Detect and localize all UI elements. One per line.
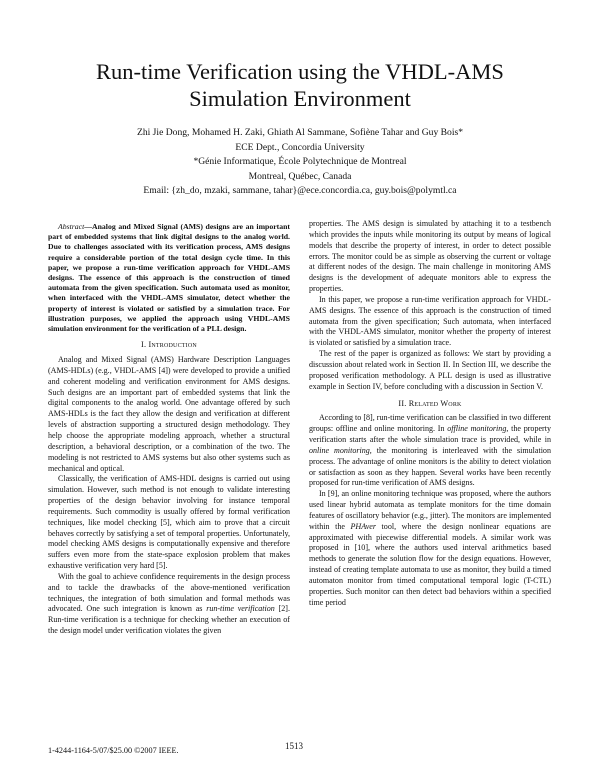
- left-column: [48, 222, 290, 637]
- author-block: [40, 126, 560, 199]
- abstract: [48, 222, 290, 334]
- intro-p3-text-b: [2]. Run-time verification is a technique for checking whether an execution of the design model under verification violates the given: [48, 604, 291, 636]
- section-heading-related-work: II. Related Work: [398, 398, 462, 408]
- intro-p3-emphasis: run-time verification: [206, 604, 275, 614]
- affiliation-1: ECE Dept., Concordia University: [235, 141, 365, 153]
- related-paragraph-2: [309, 489, 551, 608]
- abstract-text: Analog and Mixed Signal (AMS) designs are an important part of embedded systems that link digital designs to the analog world. Due to challenges associated with its verification process, AMS designs require a considerable portion of the total design cycle time. In this paper, we propose a run-time verification approach for VHDL-AMS designs. The essence of this approach is the construction of timed automata from the given specification. Such automata used as monitor, when interfaced with the VHDL-AMS simulator, detect whether the property of interest is violated or satisfied by a simulation trace. For illustration purposes, we applied the approach using VHDL-AMS simulation environment for the verification of a PLL design.: [48, 222, 290, 334]
- affiliation-2: *Génie Informatique, École Polytechnique de Montreal: [193, 156, 407, 168]
- title-line-2: Simulation Environment: [189, 86, 411, 111]
- rel-p1-emphasis-offline: offline monitoring: [447, 424, 507, 434]
- author-emails: Email: {zh_do, mzaki, sammane, tahar}@ece.concordia.ca, guy.bois@polymtl.ca: [143, 185, 457, 197]
- abstract-lead: Abstract: [58, 222, 85, 231]
- abstract-dash: —: [84, 222, 93, 231]
- rel-p1-text-c: , the monitoring is interleaved with the simulation process. The advantage of online monitors is the ability to detect violation or satisfaction as soon as they happen. Several works have been recently proposed for run-time verification of AMS designs.: [309, 445, 551, 488]
- affiliation-3: Montreal, Québec, Canada: [248, 170, 352, 182]
- intro-paragraph-6: The rest of the paper is organized as follows: We start by providing a discussion about related work in Section II. In Section III, we describe the proposed verification methodology. A PLL design is used as illustrative example in Section IV, before concluding with a discussion in Section V.: [309, 349, 551, 391]
- section-heading-introduction: I. Introduction: [141, 340, 197, 350]
- intro-paragraph-1: Analog and Mixed Signal (AMS) Hardware Description Languages (AMS-HDLs) (e.g., VHDL-AMS [4]) were developed to provide a unified and coherent modeling and verification environment for AMS designs. Such designs are an important part of embedded systems that link the digital components to the analog world. One advantage offered by such AMS-HDLs is the fact they allow the design and verification at different levels of abstraction supporting a structured design methodology. They help choose the appropriate modeling approach, whether a structural description, a behavioral description, or a combination of the two. The modeling is not restricted to AMS systems but also other systems such as mechanical and optical.: [48, 355, 290, 473]
- copyright-notice: 1-4244-1164-5/07/$25.00 ©2007 IEEE.: [48, 746, 179, 755]
- title-line-1: Run-time Verification using the VHDL-AMS: [96, 59, 504, 84]
- paper-title: [40, 58, 560, 112]
- rel-p1-text-b: , the property verification starts after the whole simulation trace is provided, while in: [309, 424, 551, 445]
- intro-paragraph-4: properties. The AMS design is simulated by attaching it to a testbench which provides the inputs while monitoring its output by means of logical models that describe the property of interest, in order to detect possible errors. The monitor could be as simple as observing the current or voltage at different nodes of the design. The main challenge in monitoring AMS designs is the development of adequate monitors able to express the properties.: [309, 219, 551, 294]
- rel-p1-emphasis-online: online monitoring: [309, 445, 370, 455]
- rel-p2-emphasis-tool: PHAver: [350, 521, 376, 531]
- related-paragraph-1: [309, 413, 551, 489]
- page-number: 1513: [285, 741, 303, 751]
- rel-p2-text-b: tool, where the design nonlinear equations are approximated with piecewise differential models. A similar work was proposed in [10], where the authors used interval arithmetics based methods to generate the solution flow for the design equations. However, instead of creating template automata to use as monitor, they build a timed automaton monitor from timed computational temporal logic (T-CTL) properties. Such monitor can then detect bad behaviors within a specified time period: [309, 521, 551, 607]
- intro-paragraph-3: [48, 572, 290, 637]
- intro-paragraph-5: In this paper, we propose a run-time verification approach for VHDL-AMS designs. The essence of this approach is the construction of timed automata from the given specification; Such automata, when interfaced with the VHDL-AMS simulator, monitor whether the property of interest is violated or satisfied by a simulation trace.: [309, 294, 551, 348]
- right-column: [309, 219, 551, 609]
- author-names: Zhi Jie Dong, Mohamed H. Zaki, Ghiath Al Sammane, Sofiène Tahar and Guy Bois*: [136, 127, 464, 138]
- intro-paragraph-2: Classically, the verification of AMS-HDL designs is carried out using simulation. However, such method is not enough to validate interesting properties of the design behavior involving for instance temporal requirements. Such commodity is usually offered by formal verification techniques, like model checking [5], which aim to prove that a circuit behaves correctly by satisfying a set of temporal properties. Unfortunately, model checking AMS designs is computationally expensive and therefore suffers even more from the state-space explosion problem that makes exhaustive verification very hard [5].: [48, 474, 290, 571]
- intro-p3-text-a: With the goal to achieve confidence requirements in the design process and to tackle the drawbacks of the above-mentioned verification techniques, the integration of both simulation and formal methods was advocated. One such integration is known as: [48, 571, 290, 614]
- rel-p1-text-a: According to [8], run-time verification can be classified in two different groups: offline and online monitoring. In: [309, 413, 551, 434]
- rel-p2-text-a: In [9], an online monitoring technique was proposed, where the authors used linear hybrid automata as template monitors for the time domain features of oscillatory behavior (e.g., jitter). The monitors are implemented within the: [309, 489, 551, 531]
